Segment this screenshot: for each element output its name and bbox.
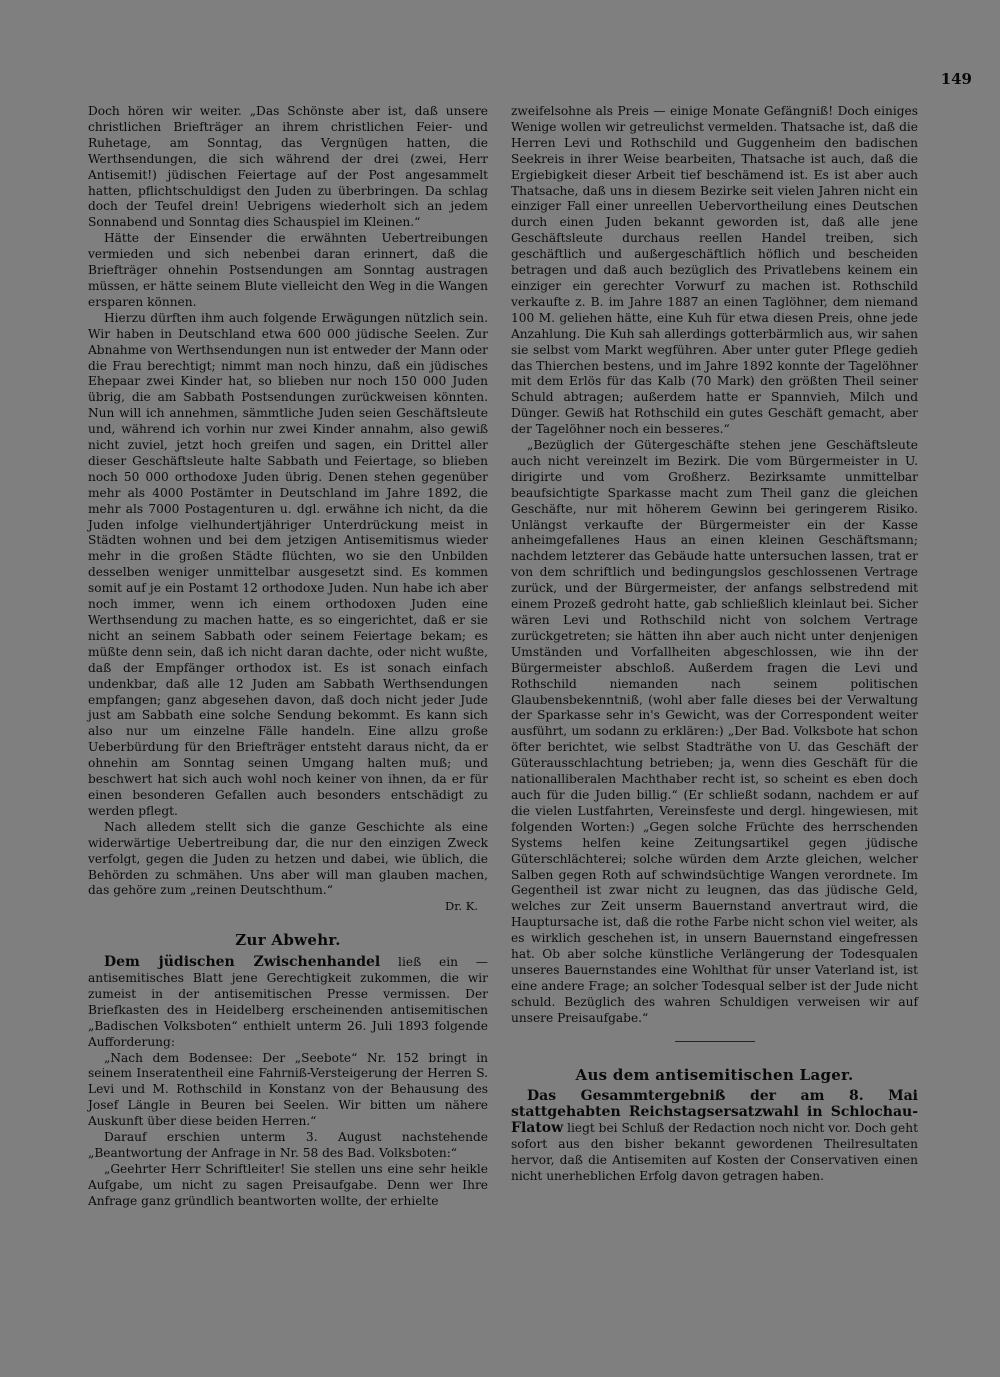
left-column (88, 104, 488, 1210)
paragraph: Hierzu dürften ihm auch folgende Erwägungen nützlich sein. Wir haben in Deutschland etwa 600 000 jüdische Seelen. Zur Abnahme von Werthsendungen nun ist entweder der Mann oder die Frau berechtigt; nimmt man noch hinzu, daß ein jüdisches Ehepaar zwei Kinder hat, so blieben nur noch 150 000 Juden übrig, die am Sabbath Postsendungen zurückweisen könnten. Nun will ich annehmen, sämmtliche Juden seien Geschäftsleute und, während ich vorhin nur zwei Kinder annahm, also gewiß nicht zuviel, jetzt hoch greifen und sagen, ein Drittel aller dieser Geschäftsleute halte Sabbath und Feiertage, so blieben noch 50 000 orthodoxe Juden übrig. Denen stehen gegenüber mehr als 4000 Postämter in Deutschland im Jahre 1892, die mehr als 7000 Postagenturen u. dgl. erwähne ich nicht, da die Juden infolge vielhundertjähriger Unterdrückung meist in Städten wohnen und bei dem jetzigen Antisemitismus wieder mehr in die großen Städte flüchten, wo sie den Unbilden desselben weniger unmittelbar ausgesetzt sind. Es kommen somit auf je ein Postamt 12 orthodoxe Juden. Nun habe ich aber noch immer, wenn ich einem orthodoxen Juden eine Werthsendung zu machen hatte, es so eingerichtet, daß er sie nicht an seinem Sabbath oder seinem Feiertage bekam; es müßte denn sein, daß ich nicht daran dachte, oder nicht wußte, daß der Empfänger orthodox ist. Es ist sonach einfach undenkbar, daß alle 12 Juden am Sabbath Werthsendungen empfangen; ganz abgesehen davon, daß doch nicht jeder Jude just am Sabbath eine solche Sendung bekommt. Es kann sich also nur um einzelne Fälle handeln. Eine allzu große Ueberbürdung für den Briefträger entsteht daraus nicht, da er ohnehin am Sonntag seinen Umgang halten muß; und beschwert hat sich auch wohl noch keiner von ihnen, da er für einen besonderen Gefallen auch besonders entschädigt zu werden pflegt. (88, 310, 488, 818)
paragraph: Doch hören wir weiter. „Das Schönste aber ist, daß unsere christlichen Briefträger an ihrem christlichen Feier- und Ruhetage, am Sonntag, das Vergnügen hatten, die Werthsendungen, die sich während der drei (zwei, Herr Antisemit!) jüdischen Feiertage auf der Post angesammelt hatten, pflichtschuldigst den Juden zu überbringen. Da schlag doch der Teufel drein! Uebrigens wiederholt sich an jedem Sonnabend und Sonntag dies Schauspiel im Kleinen.“ (88, 104, 488, 230)
section-heading: Aus dem antisemitischen Lager. (575, 1065, 854, 1084)
lead-paragraph (88, 955, 488, 1050)
author-signature: Dr. K. (444, 899, 478, 914)
paragraph: „Bezüglich der Gütergeschäfte stehen jene Geschäftsleute auch nicht vereinzelt im Bezirk. Die vom Bürgermeister in U. dirigirte und vom Großherz. Bezirksamte unmittelbar beaufsichtigte Sparkasse macht zum Theil ganz die gleichen Geschäfte, nur mit höherem Gewinn bei geringerem Risiko. Unlängst verkaufte der Bürgermeister ein der Kasse anheimgefallenes Haus an einen kleinen Geschäftsmann; nachdem letzterer das Gebäude hatte untersuchen lassen, trat er von dem schriftlich und bedingungslos geschlossenen Vertrage zurück, und der Bürgermeister, der anfangs selbstredend mit einem Prozeß gedroht hatte, gab schließlich kleinlaut bei. Sicher wären Levi und Rothschild nicht von solchem Vertrage zurückgetreten; sie hätten ihn aber auch nicht unter denjenigen Umständen und Vorfallheiten abgeschlossen, wie ihn der Bürgermeister abschloß. Außerdem fragen die Levi und Rothschild niemanden nach seinem politischen Glaubensbekenntniß, (wohl aber falle dieses bei der Verwaltung der Sparkasse sehr in's Gewicht, was der Correspondent weiter ausführt, um sodann zu erklären:) „Der Bad. Volksbote hat schon öfter berichtet, wie selbst Stadträthe von U. das Geschäft der Güterausschlachtung betrieben; ja, wenn dies Geschäft für die nationalliberalen Machthaber recht ist, so scheint es eben doch auch für die Juden billig.“ (Er schließt sodann, nachdem er auf die vielen Lustfahrten, Vereinsfeste und dergl. hingewiesen, mit folgenden Worten:) „Gegen solche Früchte des herrschenden Systems helfen keine Zeitungsartikel gegen jüdische Güterschlächterei; solche würden dem Arzte gleichen, welcher Salben gegen Roth auf schwindsüchtige Wangen verordnete. Im Gegentheil ist zwar nicht zu leugnen, das das jüdische Geld, welches zur Zeit unserm Bauernstand anvertraut wird, die Hauptursache ist, daß die rothe Farbe nicht schon viel weiter, als es wirklich geschehen ist, in unsern Bauernstand eingefressen hat. Ob aber solche künstliche Verlängerung der Todesqualen unseres Bauernstandes eine Wohlthat für unser Vaterland ist, ist eine andere Frage; an solcher Todesqual selber ist der Jude nicht schuld. Bezüglich des wahren Schuldigen verweisen wir auf unsere Preisaufgabe.“ (511, 438, 918, 1025)
right-column (511, 104, 918, 1185)
section-divider (675, 1041, 755, 1042)
page-number: 149 (940, 70, 972, 88)
paragraph: „Nach dem Bodensee: Der „Seebote“ Nr. 152 bringt in seinem Inseratentheil eine Fahrniß-Versteigerung der Herren S. Levi und M. Rothschild in Konstanz von der Behausung des Josef Längle in Beuren bei Seelen. Wir bitten um nähere Auskunft über diese beiden Herren.“ (88, 1050, 488, 1129)
lead-text: ließ ein — antisemitisches Blatt jene Gerechtigkeit zukommen, die wir zumeist in der antisemitischen Presse vermissen. Der Briefkasten des in Heidelberg erscheinenden antisemitischen „Badischen Volksboten“ enthielt unterm 26. Juli 1893 folgende Aufforderung: (88, 955, 488, 1049)
paragraph: Nach alledem stellt sich die ganze Geschichte als eine widerwärtige Uebertreibung dar, die nur den einzigen Zweck verfolgt, gegen die Juden zu hetzen und dabei, wie üblich, die Behörden zu schmähen. Uns aber will man glauben machen, das gehöre zum „reinen Deutschthum.“ (88, 819, 488, 898)
lead-title: Das Gesammtergebniß der am 8. Mai stattgehabten Reichstagsersatzwahl in Schlochau-Flatow (511, 1088, 918, 1137)
paragraph: „Geehrter Herr Schriftleiter! Sie stellen uns eine sehr heikle Aufgabe, um nicht zu sagen Preisaufgabe. Denn wer Ihre Anfrage ganz gründlich beantworten wollte, der erhielte (88, 1161, 488, 1208)
paragraph: Hätte der Einsender die erwähnten Uebertreibungen vermieden und sich nebenbei daran erinnert, daß die Briefträger ohnehin Postsendungen am Sonntag austragen müssen, er hätte seinem Blute vielleicht den Weg in die Wangen ersparen können. (88, 231, 488, 309)
paragraph: Darauf erschien unterm 3. August nachstehende „Beantwortung der Anfrage in Nr. 58 des Bad. Volksboten:“ (88, 1130, 488, 1160)
lead-title: Dem jüdischen Zwischenhandel (104, 954, 381, 971)
lead-paragraph (511, 1089, 918, 1184)
section-heading: Zur Abwehr. (235, 931, 341, 950)
lead-text: liegt bei Schluß der Redaction noch nicht vor. Doch geht sofort aus den bisher bekannt gewordenen Theilresultaten hervor, daß die Antisemiten auf Kosten der Conservativen einen nicht unerheblichen Erfolg davon getragen haben. (511, 1121, 918, 1183)
paragraph: zweifelsohne als Preis — einige Monate Gefängniß! Doch einiges Wenige wollen wir getreulichst vermelden. Thatsache ist, daß die Herren Levi und Rothschild und Guggenheim den badischen Seekreis in ihrer Weise bearbeiten, Thatsache ist auch, daß die Ergiebigkeit dieser Arbeit tief beschämend ist. Es ist aber auch Thatsache, daß uns in diesem Bezirke seit vielen Jahren nicht ein einziger Fall einer unreellen Uebervortheilung eines Deutschen durch einen Juden bekannt geworden ist, daß alle jene Geschäftsleute durchaus reellen Handel treiben, sich geschäftlich und außergeschäftlich höflich und bescheiden betragen und daß auch bezüglich des Privatlebens keinem ein einziger ein gerechter Vorwurf zu machen ist. Rothschild verkaufte z. B. im Jahre 1887 an einen Taglöhner, dem niemand 100 M. geliehen hätte, eine Kuh für etwa diesen Preis, ohne jede Anzahlung. Die Kuh sah allerdings gotterbärmlich aus, wir sahen sie selbst vom Markt wegführen. Aber unter guter Pflege gedieh das Thierchen bestens, und im Jahre 1892 konnte der Tagelöhner mit dem Erlös für das Kalb (70 Mark) den größten Theil seiner Schuld abtragen; außerdem hatte er Spannvieh, Milch und Dünger. Gewiß hat Rothschild ein gutes Geschäft gemacht, aber der Tagelöhner noch ein besseres.“ (511, 104, 918, 437)
